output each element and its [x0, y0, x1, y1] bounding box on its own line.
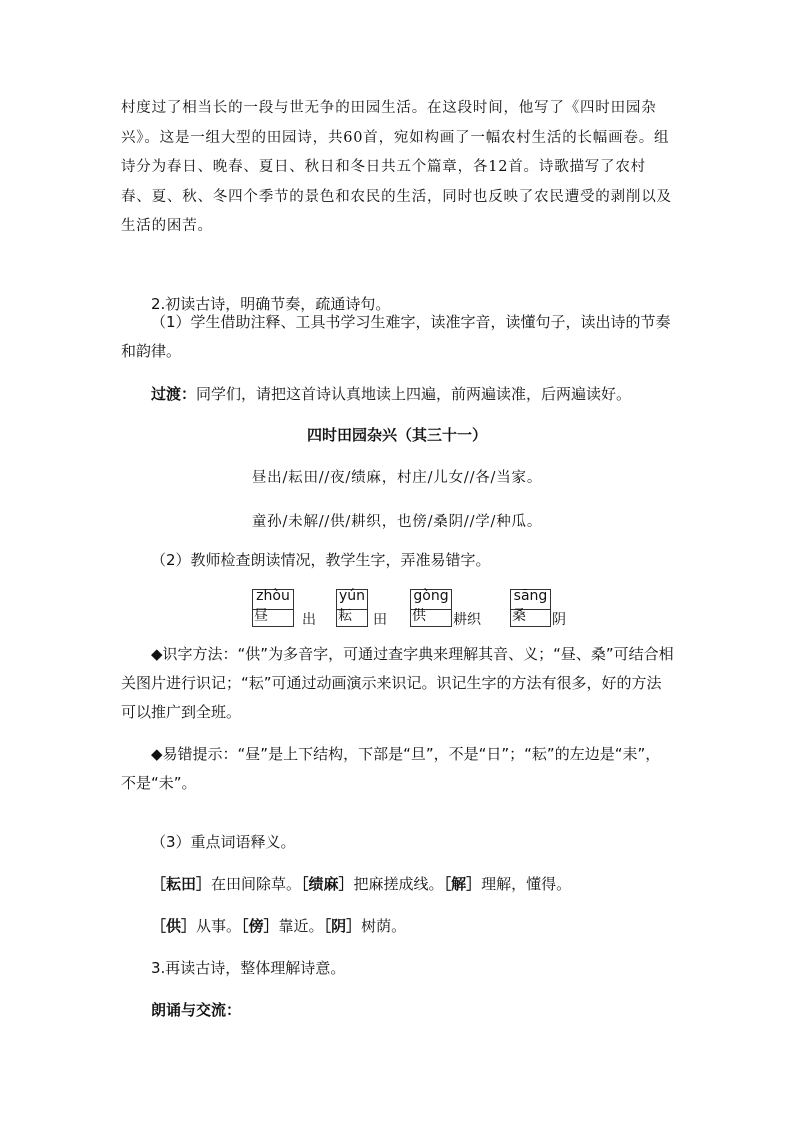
glossary-term: ［供］ — [151, 917, 197, 935]
pinyin-cell — [410, 589, 452, 627]
transition-paragraph — [121, 380, 674, 409]
pinyin-text: zhòu — [256, 588, 290, 604]
glossary-def: 理解，懂得。 — [481, 875, 572, 893]
method-paragraph: ◆识字方法：“供”为多音字，可通过查字典来理解其音、义；“昼、桑”可结合相关图片进行识记；“耘”可通过动画演示来识记。识记生字的方法有很多，好的方法可以推广到全班。 — [121, 645, 674, 721]
glossary-def: 把麻搓成线。 — [353, 875, 444, 893]
glossary-line-1 — [121, 870, 674, 899]
plain-char: 阴 — [552, 612, 566, 628]
hanzi-text: 供 — [412, 608, 426, 624]
glossary-term: ［绩麻］ — [301, 875, 354, 893]
plain-char: 出 — [302, 612, 316, 628]
hanzi-text: 桑 — [512, 608, 526, 624]
glossary-line-2 — [121, 912, 674, 941]
recite-heading: 朗诵与交流： — [151, 1001, 242, 1019]
plain-char: 耕织 — [453, 612, 481, 628]
glossary-term: ［傍］ — [241, 917, 279, 935]
transition-text: 同学们，请把这首诗认真地读上四遍，前两遍读准，后两遍读好。 — [196, 385, 632, 403]
intro-paragraph: 村度过了相当长的一段与世无争的田园生活。在这段时间，他写了《四时田园杂兴》。这是一组大型的田园诗，共60首，宛如构画了一幅农村生活的长幅画卷。组诗分为春日、晚春、夏日、秋日和冬日共五个篇章，各12首。诗歌描写了农村春、夏、秋、冬四个季节的景色和农民的生活，同时也反映了农民遭受的剥削以及生活的困苦。 — [121, 100, 672, 235]
glossary-def: 树荫。 — [361, 917, 407, 935]
step-2-heading: 2.初读古诗，明确节奏，疏通诗句。 — [151, 295, 391, 313]
step-3-heading: 3.再读古诗，整体理解诗意。 — [151, 959, 346, 977]
pinyin-cell — [252, 589, 294, 627]
sub-step-3: （3）重点词语释义。 — [151, 833, 296, 851]
pinyin-text: yún — [338, 588, 366, 604]
glossary-term: ［阴］ — [323, 917, 362, 935]
poem-line-1: 昼出/耘田//夜/绩麻，村庄/儿女//各/当家。 — [251, 470, 543, 486]
pinyin-grid — [252, 589, 567, 629]
hint-paragraph: ◆易错提示：“昼”是上下结构，下部是“旦”，不是“日”；“耘”的左边是“耒”，不是“未”。 — [121, 745, 661, 792]
pinyin-cell — [510, 589, 551, 627]
poem-line-2: 童孙/未解//供/耕织，也傍/桑阴//学/种瓜。 — [251, 514, 543, 530]
hanzi-text: 耘 — [338, 608, 352, 624]
glossary-term: ［解］ — [443, 875, 482, 893]
plain-char: 田 — [373, 612, 387, 628]
sub-step-2: （2）教师检查朗读情况，教学生字，弄准易错字。 — [151, 551, 491, 569]
pinyin-text: gòng — [413, 588, 449, 604]
glossary-def: 靠近。 — [278, 917, 324, 935]
glossary-def: 在田间除草。 — [211, 875, 302, 893]
pinyin-cell — [336, 589, 368, 627]
glossary-term: ［耘田］ — [151, 875, 212, 893]
sub-step-1: （1）学生借助注释、工具书学习生难字，读准字音，读懂句子，读出诗的节奏和韵律。 — [121, 313, 671, 360]
transition-label: 过渡： — [151, 385, 197, 403]
hanzi-text: 昼 — [254, 608, 268, 624]
poem-title: 四时田园杂兴（其三十一） — [306, 426, 487, 444]
pinyin-text: sāng — [513, 588, 548, 604]
glossary-def: 从事。 — [196, 917, 242, 935]
